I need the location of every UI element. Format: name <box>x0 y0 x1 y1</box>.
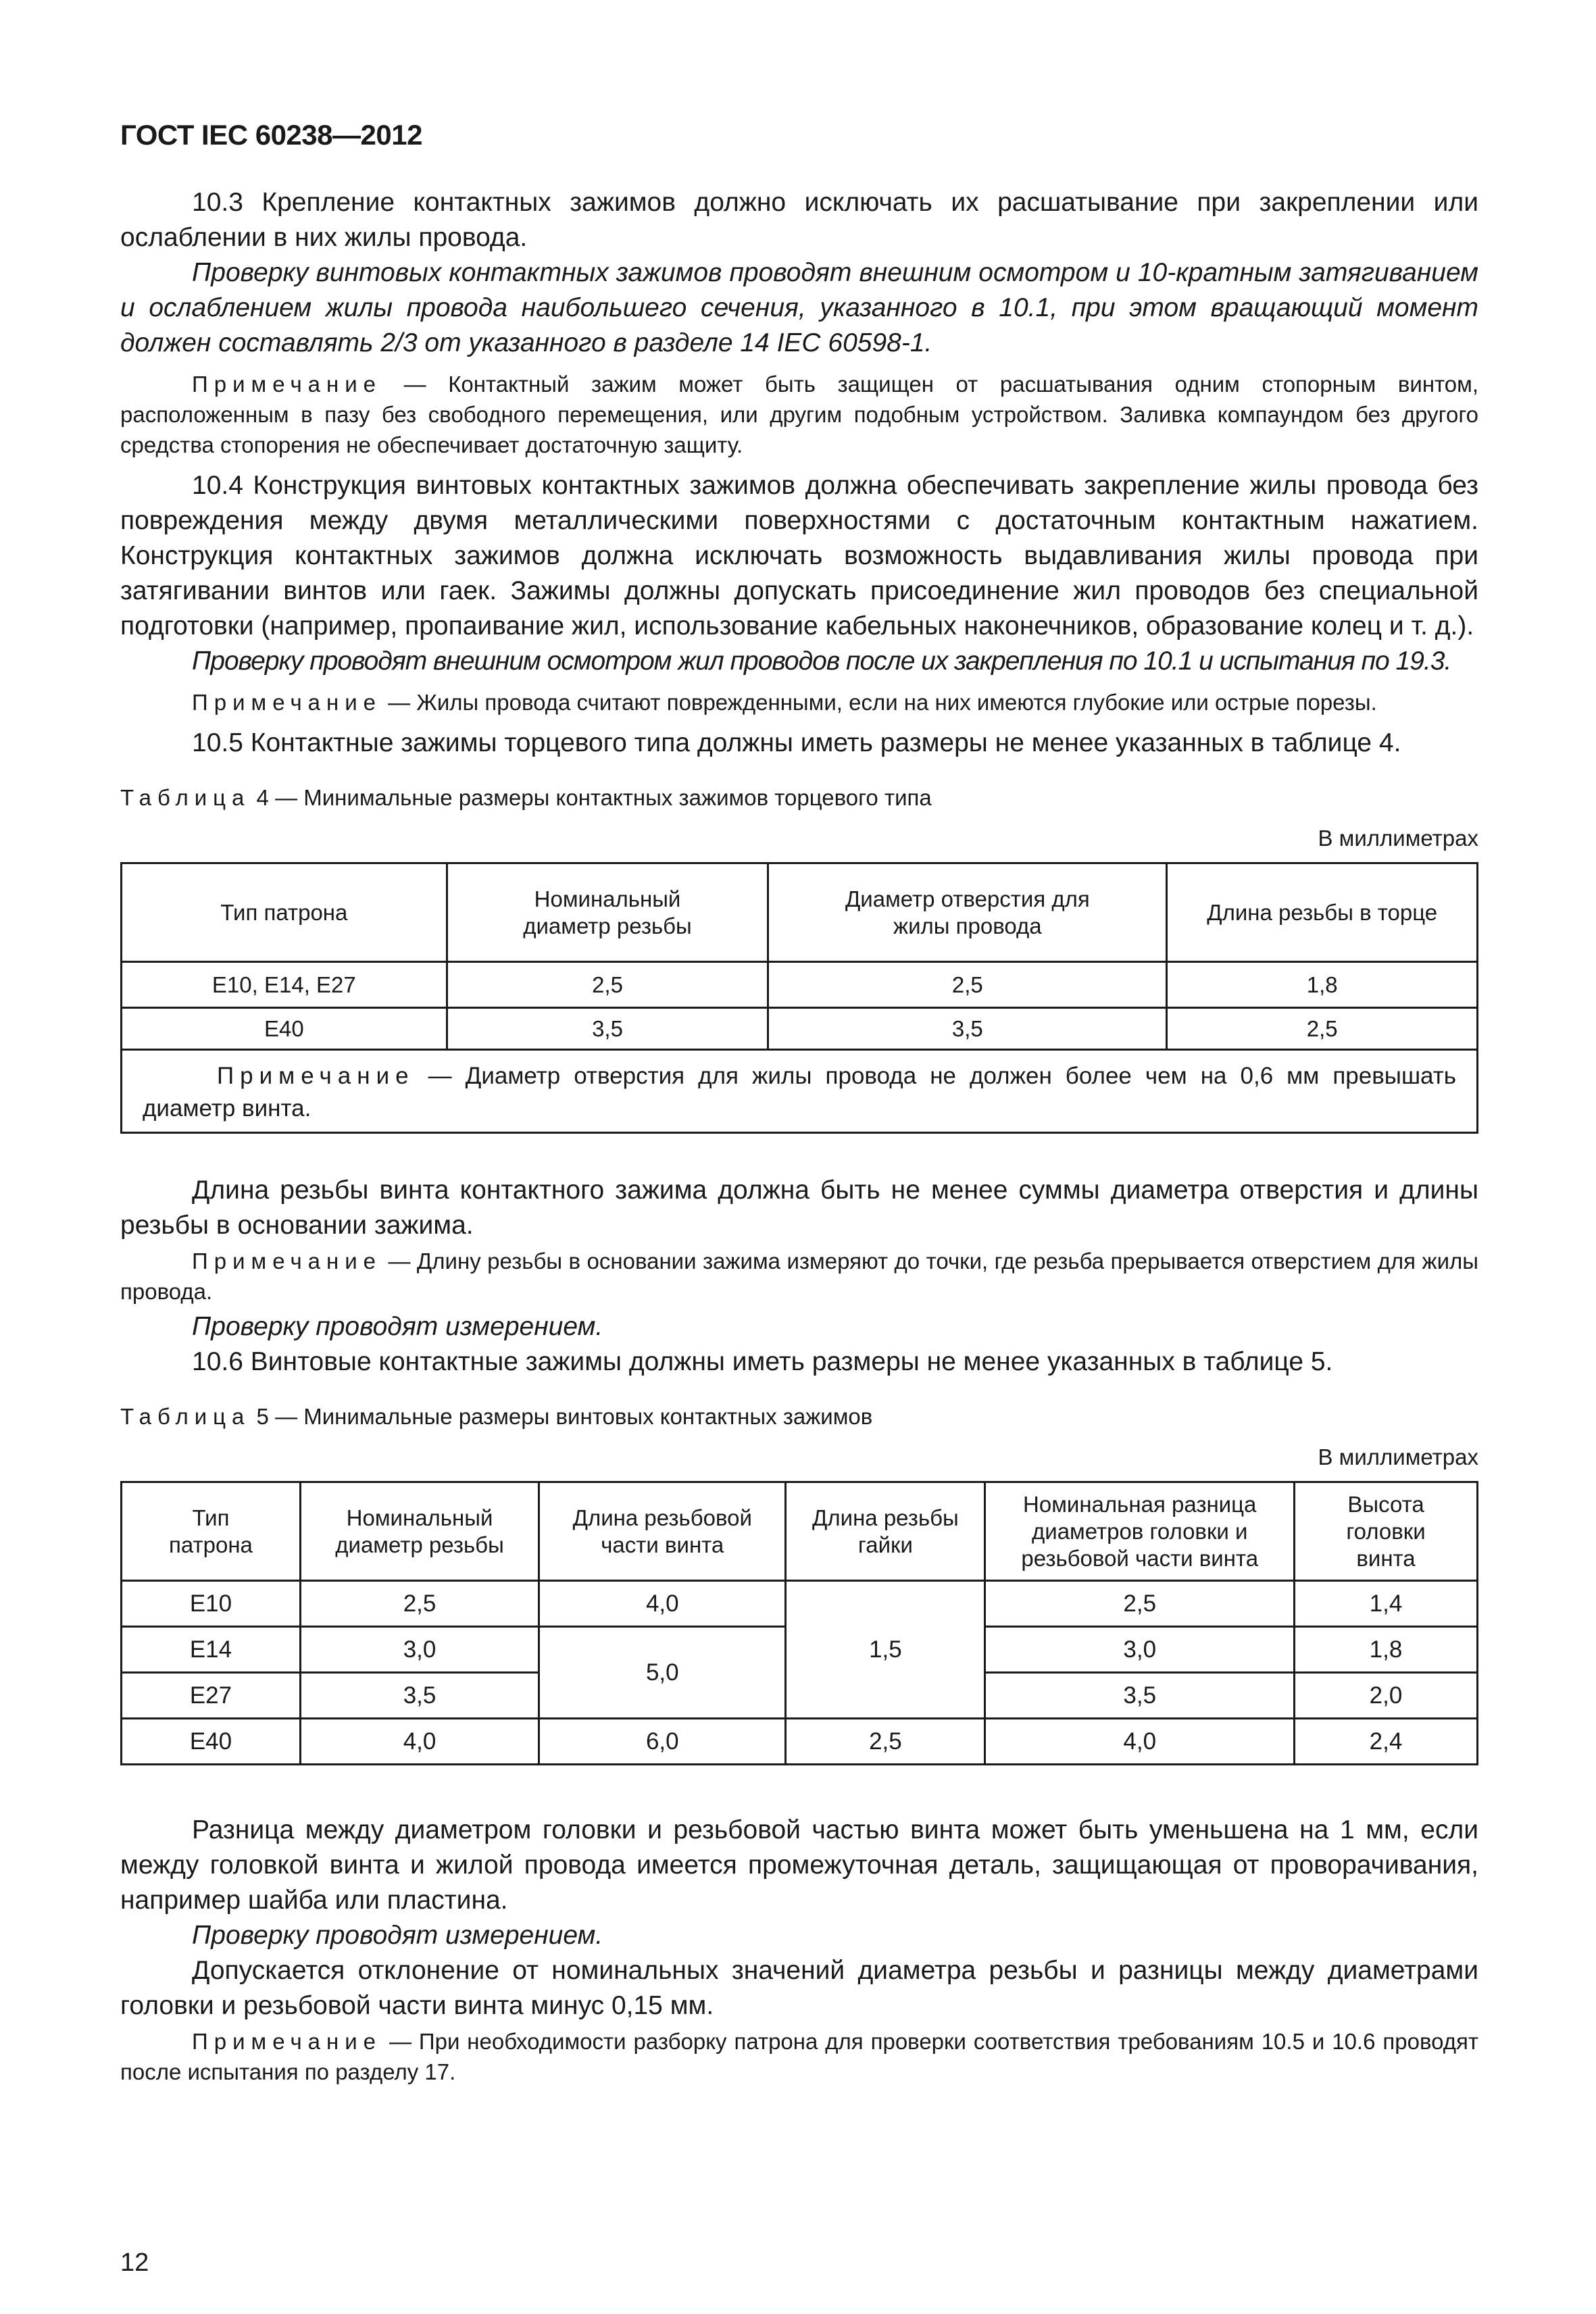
note-label: Примечание <box>192 372 382 397</box>
table-header-cell: Тип патрона <box>122 1482 301 1581</box>
thread-length-paragraph: Длина резьбы винта контактного зажима должна быть не менее суммы диаметра отверстия и длины резьбы в основании зажима. <box>120 1176 1478 1240</box>
table-row <box>122 962 1478 1008</box>
note-label: Примечание <box>192 1249 382 1274</box>
note-label: Примечание <box>217 1063 415 1089</box>
table-cell: 5,0 <box>539 1627 786 1719</box>
document-header: ГОСТ IEC 60238—2012 <box>120 119 422 151</box>
note-10-3 <box>120 369 1478 460</box>
table-cell: 4,0 <box>985 1719 1295 1765</box>
table-cell: 2,0 <box>1295 1673 1478 1719</box>
note-10-4 <box>120 687 1478 718</box>
table-4-caption <box>120 785 1478 811</box>
table-cell: E40 <box>122 1719 301 1765</box>
table-label: Таблица <box>120 785 251 810</box>
table-header-cell: Длина резьбы гайки <box>786 1482 985 1581</box>
note-label: Примечание <box>192 690 382 715</box>
table-cell: 4,0 <box>539 1581 786 1627</box>
table-header-cell: Номинальный диаметр резьбы <box>447 863 768 962</box>
note-text: — При необходимости разборку патрона для проверки соответствия требованиям 10.5 и 10.6 проводят после испытания по разделу 17. <box>120 2029 1478 2084</box>
head-difference-paragraph: Разница между диаметром головки и резьбовой частью винта может быть уменьшена на 1 мм, если между головкой винта и жилой провода имеется промежуточная деталь, защищающая от проворачивания, например шайба или пластина. <box>120 1815 1478 1915</box>
table-cell: 2,5 <box>447 962 768 1008</box>
clause-10-4-check: Проверку проводят внешним осмотром жил проводов после их закрепления по 10.1 и испытания по 19.3. <box>192 647 1451 676</box>
table-header-cell: Диаметр отверстия для жилы провода <box>768 863 1167 962</box>
note-text: — Жилы провода считают поврежденными, если на них имеются глубокие или острые порезы. <box>382 690 1377 715</box>
table-cell: 4,0 <box>300 1719 539 1765</box>
table-header-cell: Номинальная разница диаметров головки и резьбовой части винта <box>985 1482 1295 1581</box>
table-cell: E14 <box>122 1627 301 1673</box>
table-cell: 1,8 <box>1167 962 1478 1008</box>
table-cell: 1,4 <box>1295 1581 1478 1627</box>
table-cell: 3,5 <box>447 1008 768 1050</box>
table-cell: 2,5 <box>786 1719 985 1765</box>
table-row <box>122 1719 1478 1765</box>
clause-10-3: 10.3 Крепление контактных зажимов должно исключать их расшатывание при закреплении или ослаблении в них жилы провода. <box>120 188 1478 252</box>
table-cell: 2,4 <box>1295 1719 1478 1765</box>
table-4-unit: В миллиметрах <box>1318 826 1478 851</box>
clause-10-6: 10.6 Винтовые контактные зажимы должны иметь размеры не менее указанных в таблице 5. <box>192 1347 1333 1376</box>
table-cell: 1,8 <box>1295 1627 1478 1673</box>
page-number: 12 <box>120 2248 149 2277</box>
clause-10-5: 10.5 Контактные зажимы торцевого типа должны иметь размеры не менее указанных в таблице 4. <box>192 728 1401 757</box>
table-cell: E40 <box>122 1008 447 1050</box>
clause-10-4: 10.4 Конструкция винтовых контактных зажимов должна обеспечивать закрепление жилы провода без повреждения между двумя металлическими поверхностями с достаточным контактным нажатием. Конструкция контактных зажимов должна исключать возможность выдавливания жилы провода при затягивании винтов или гаек. Зажимы должны допускать присоединение жил проводов без специальной подготовки (например, пропаивание жил, использование кабельных наконечников, образование колец и т. д.). <box>120 471 1478 640</box>
table-note-row <box>122 1050 1478 1133</box>
check-measurement: Проверку проводят измерением. <box>192 1921 603 1950</box>
tolerance-paragraph: Допускается отклонение от номинальных значений диаметра резьбы и разницы между диаметрами головки и резьбовой части винта минус 0,15 мм. <box>120 1956 1478 2020</box>
table-row <box>122 1581 1478 1627</box>
table-5-caption <box>120 1404 1478 1430</box>
table-cell: E27 <box>122 1673 301 1719</box>
table-cell: E10 <box>122 1581 301 1627</box>
table-title: 4 — Минимальные размеры контактных зажимов торцевого типа <box>250 785 932 810</box>
table-4-note <box>122 1050 1478 1133</box>
table-row <box>122 1008 1478 1050</box>
note-text: — Диаметр отверстия для жилы провода не должен более чем на 0,6 мм превышать диаметр винта. <box>143 1063 1456 1122</box>
table-5-unit: В миллиметрах <box>1318 1444 1478 1469</box>
note-label: Примечание <box>192 2029 382 2054</box>
table-cell: E10, E14, E27 <box>122 962 447 1008</box>
table-cell: 3,5 <box>985 1673 1295 1719</box>
document-page <box>120 119 1478 2087</box>
table-title: 5 — Минимальные размеры винтовых контактных зажимов <box>250 1404 873 1429</box>
table-cell: 2,5 <box>768 962 1167 1008</box>
table-header-cell: Длина резьбы в торце <box>1167 863 1478 962</box>
table-header-cell: Длина резьбовой части винта <box>539 1482 786 1581</box>
table-header-cell: Тип патрона <box>122 863 447 962</box>
table-4 <box>120 862 1478 1134</box>
note-thread-length <box>120 1246 1478 1307</box>
clause-10-3-check: Проверку винтовых контактных зажимов проводят внешним осмотром и 10-кратным затягиванием и ослаблением жилы провода наибольшего сечения, указанного в 10.1, при этом вращающий момент должен составлять 2/3 от указанного в разделе 14 IEC 60598-1. <box>120 258 1478 357</box>
table-cell: 3,0 <box>300 1627 539 1673</box>
table-label: Таблица <box>120 1404 251 1429</box>
note-text: — Контактный зажим может быть защищен от расшатывания одним стопорным винтом, расположенным в пазу без свободного перемещения, или другим подобным устройством. Заливка компаундом без другого средства стопорения не обеспечивает достаточную защиту. <box>120 372 1478 457</box>
table-cell: 6,0 <box>539 1719 786 1765</box>
table-cell: 2,5 <box>300 1581 539 1627</box>
table-cell: 3,5 <box>300 1673 539 1719</box>
table-header-cell: Высота головки винта <box>1295 1482 1478 1581</box>
note-disassembly <box>120 2026 1478 2087</box>
table-cell: 3,0 <box>985 1627 1295 1673</box>
table-cell: 1,5 <box>786 1581 985 1719</box>
table-header-cell: Номинальный диаметр резьбы <box>300 1482 539 1581</box>
table-cell: 2,5 <box>1167 1008 1478 1050</box>
check-measurement: Проверку проводят измерением. <box>192 1312 603 1341</box>
table-5 <box>120 1481 1478 1765</box>
table-cell: 3,5 <box>768 1008 1167 1050</box>
note-text: — Длину резьбы в основании зажима измеряют до точки, где резьба прерывается отверстием для жилы провода. <box>120 1249 1478 1304</box>
table-cell: 2,5 <box>985 1581 1295 1627</box>
